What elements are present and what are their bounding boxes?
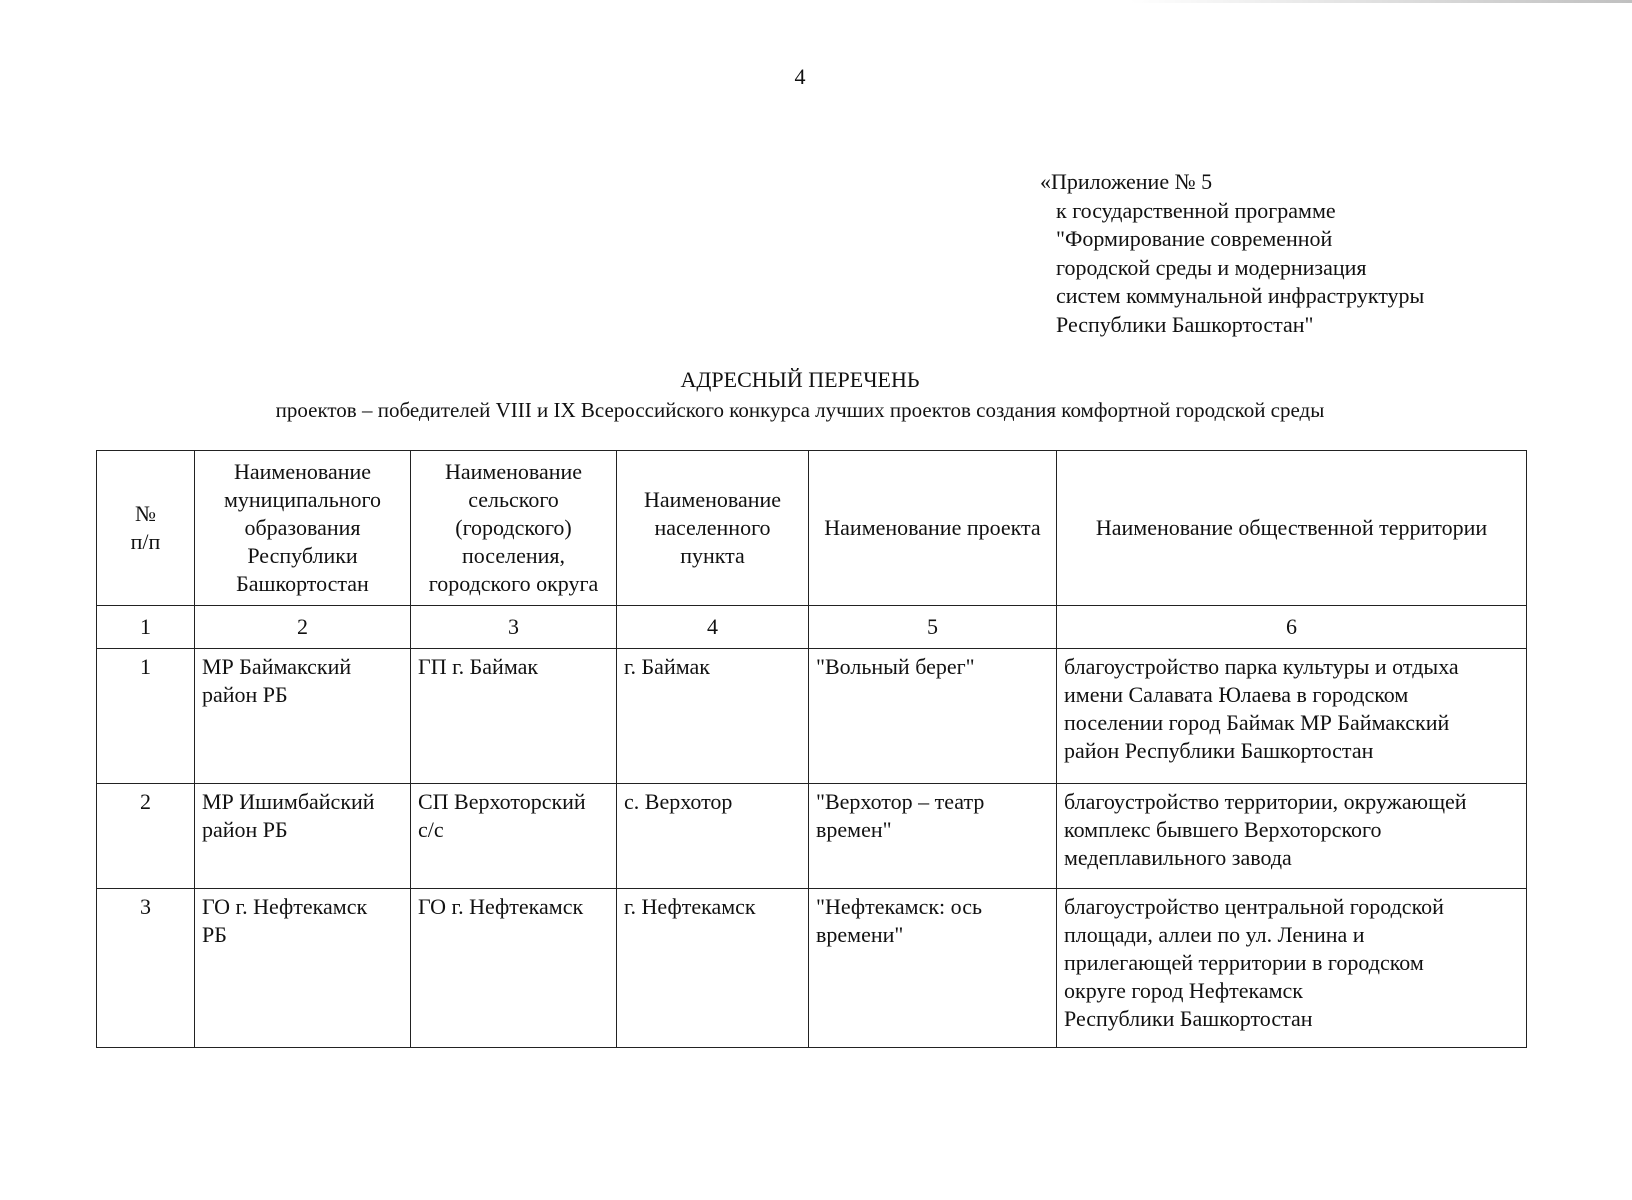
cell-line: образования [244,515,361,540]
cell-line: Наименование [444,459,583,484]
cell-line: комплекс бывшего Верхоторского [1064,817,1382,842]
row-number: 2 [97,784,195,889]
scan-edge-mark [1130,0,1632,3]
cell-line: сельского [468,487,559,512]
cell-line: благоустройство центральной городской [1064,894,1444,919]
cell-line: Башкортостан [236,571,369,596]
appendix-line: Республики Башкортостан" [1056,311,1314,337]
municipality-cell [195,889,411,1048]
header-cell-territory [1057,451,1527,606]
address-list-table [96,450,1527,1048]
cell-line: "Нефтекамск: ось [816,894,982,919]
appendix-line: систем коммунальной инфраструктуры [1056,283,1425,308]
cell-line: г. Нефтекамск [624,894,756,919]
cell-line: ГП г. Баймак [418,654,539,679]
cell-line: "Верхотор – театр [816,789,985,814]
document-title: АДРЕСНЫЙ ПЕРЕЧЕНЬ [680,367,920,392]
territory-cell [1057,889,1527,1048]
settlement-cell [411,784,617,889]
table-row [97,784,1527,889]
cell-line: округе город Нефтекамск [1064,978,1303,1003]
table-row [97,889,1527,1048]
cell-line: площади, аллеи по ул. Ленина и [1064,922,1365,947]
appendix-line: городской среды и модернизация [1056,254,1367,280]
appendix-line: к государственной программе [1056,197,1336,223]
cell-line: Республики [247,543,358,568]
row-number: 1 [97,649,195,784]
municipality-cell [195,784,411,889]
cell-line: Наименование [643,487,782,512]
column-number: 6 [1057,606,1527,649]
cell-line: Республики Башкортостан [1064,1006,1313,1031]
project-cell [809,649,1057,784]
cell-line: времен" [816,817,892,842]
project-cell [809,784,1057,889]
cell-line: СП Верхоторский [418,789,586,814]
document-subtitle: проектов – победителей VIII и IX Всероссийского конкурса лучших проектов создания комфортной городской среды [275,398,1325,422]
municipality-cell [195,649,411,784]
header-cell-municipality [195,451,411,606]
column-number: 2 [195,606,411,649]
cell-line: ГО г. Нефтекамск [202,894,368,919]
cell-line: МР Ишимбайский [202,789,375,814]
cell-line: "Вольный берег" [816,654,975,679]
cell-line: РБ [202,922,227,947]
header-cell-number [97,451,195,606]
cell-line: район Республики Башкортостан [1064,738,1374,763]
column-number-row [97,606,1527,649]
table-header-row [97,451,1527,606]
header-cell-settlement [411,451,617,606]
appendix-block [1040,168,1424,339]
column-number: 5 [809,606,1057,649]
column-number: 3 [411,606,617,649]
cell-line: № [135,501,156,526]
locality-cell [617,649,809,784]
cell-line: с. Верхотор [624,789,733,814]
row-number: 3 [97,889,195,1048]
cell-line: времени" [816,922,904,947]
cell-line: муниципального [223,487,381,512]
territory-cell [1057,649,1527,784]
project-cell [809,889,1057,1048]
cell-line: п/п [130,529,161,554]
header-cell-locality [617,451,809,606]
cell-line: медеплавильного завода [1064,845,1292,870]
cell-line: МР Баймакский [202,654,352,679]
cell-line: район РБ [202,682,288,707]
cell-line: поселения, [461,543,566,568]
column-number: 1 [97,606,195,649]
column-number: 4 [617,606,809,649]
settlement-cell [411,649,617,784]
cell-line: благоустройство территории, окружающей [1064,789,1467,814]
cell-line: (городского) [455,515,572,540]
territory-cell [1057,784,1527,889]
cell-line: благоустройство парка культуры и отдыха [1064,654,1459,679]
page-number: 4 [794,64,806,89]
cell-line: с/с [418,817,444,842]
cell-line: ГО г. Нефтекамск [418,894,584,919]
cell-line: населенного [654,515,771,540]
cell-line: имени Салавата Юлаева в городском [1064,682,1409,707]
cell-line: Наименование проекта [824,515,1041,540]
cell-line: городского округа [428,571,599,596]
cell-line: поселении город Баймак МР Баймакский [1064,710,1450,735]
cell-line: Наименование [233,459,372,484]
locality-cell [617,784,809,889]
locality-cell [617,889,809,1048]
header-cell-project [809,451,1057,606]
appendix-line: "Формирование современной [1056,226,1333,251]
cell-line: пункта [680,543,745,568]
cell-line: г. Баймак [624,654,710,679]
cell-line: прилегающей территории в городском [1064,950,1424,975]
appendix-line: «Приложение № 5 [1040,169,1213,194]
table-row [97,649,1527,784]
cell-line: Наименование общественной территории [1095,515,1488,540]
settlement-cell [411,889,617,1048]
cell-line: район РБ [202,817,288,842]
